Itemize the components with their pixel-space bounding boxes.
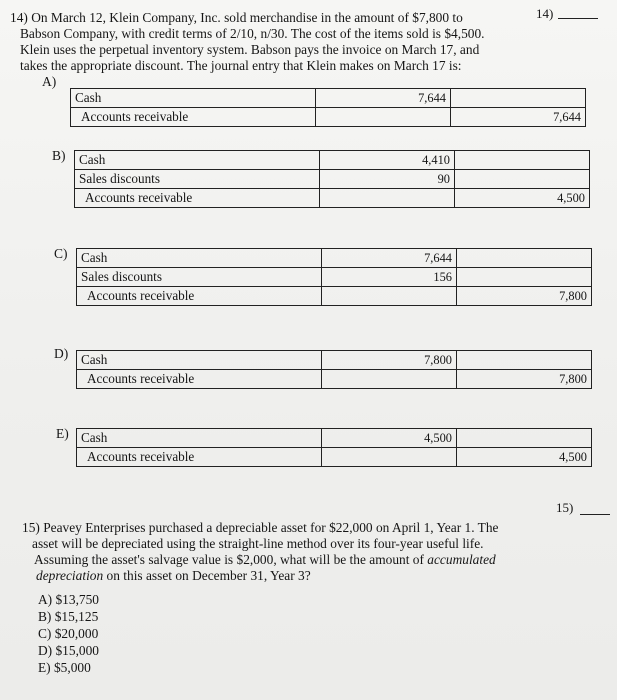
account-cell: Cash [71,89,316,108]
account-cell: Sales discounts [75,170,320,189]
credit-cell [451,89,586,108]
debit-cell: 90 [320,170,455,189]
debit-cell [322,287,457,306]
option-d-journal-table [76,350,592,389]
q15-line-2: asset will be depreciated using the straight-line method over its four-year useful life. [32,536,484,551]
account-cell: Sales discounts [77,268,322,287]
debit-cell [322,370,457,389]
debit-cell [320,189,455,208]
credit-cell: 4,500 [455,189,590,208]
credit-cell [455,151,590,170]
q15-line-3-text: Assuming the asset's salvage value is $2,000, what will be the amount of [34,552,424,567]
table-row [71,108,586,127]
q15-line-4 [36,568,311,584]
credit-cell [457,249,592,268]
q15-answer-c: C) $20,000 [38,626,99,641]
debit-cell: 156 [322,268,457,287]
table-row [77,351,592,370]
account-cell: Accounts receivable [77,370,322,389]
q15-number-label: 15) [556,500,574,515]
option-a-letter: A) [42,74,57,89]
account-cell: Accounts receivable [71,108,316,127]
table-row [77,448,592,467]
account-cell: Accounts receivable [75,189,320,208]
table-row [77,370,592,389]
q15-answer-a: A) $13,750 [38,592,99,607]
q15-answer-e: E) $5,000 [38,660,91,675]
credit-cell [457,429,592,448]
q15-answer-d: D) $15,000 [38,643,99,658]
q15-italic-accumulated: accumulated [427,552,496,567]
debit-cell: 7,800 [322,351,457,370]
credit-cell: 7,644 [451,108,586,127]
option-e-journal-table [76,428,592,467]
table-row [77,287,592,306]
debit-cell [322,448,457,467]
option-c-journal-table [76,248,592,306]
q15-line-1: 15) Peavey Enterprises purchased a depreciable asset for $22,000 on April 1, Year 1. The [22,520,499,535]
debit-cell: 7,644 [322,249,457,268]
credit-cell: 7,800 [457,370,592,389]
q14-line-4: takes the appropriate discount. The journal entry that Klein makes on March 17 is: [20,58,462,73]
debit-cell: 4,410 [320,151,455,170]
option-b-letter: B) [52,148,66,163]
credit-cell: 4,500 [457,448,592,467]
q15-answer-blank[interactable] [580,514,610,515]
option-b-journal-table [74,150,590,208]
q14-number-label: 14) [536,6,554,21]
account-cell: Accounts receivable [77,287,322,306]
table-row [75,151,590,170]
table-row [75,189,590,208]
credit-cell [455,170,590,189]
q15-line-3 [34,552,496,568]
q15-answer-b: B) $15,125 [38,609,99,624]
table-row [77,429,592,448]
option-c-letter: C) [54,246,68,261]
q14-answer-blank[interactable] [558,18,598,19]
account-cell: Accounts receivable [77,448,322,467]
option-e-letter: E) [56,426,69,441]
q14-line-3: Klein uses the perpetual inventory system. Babson pays the invoice on March 17, and [20,42,480,57]
account-cell: Cash [77,429,322,448]
credit-cell: 7,800 [457,287,592,306]
account-cell: Cash [77,351,322,370]
debit-cell [316,108,451,127]
option-a-journal-table [70,88,586,127]
debit-cell: 7,644 [316,89,451,108]
debit-cell: 4,500 [322,429,457,448]
table-row [77,249,592,268]
account-cell: Cash [75,151,320,170]
table-row [71,89,586,108]
q14-line-1: 14) On March 12, Klein Company, Inc. sold merchandise in the amount of $7,800 to [10,10,463,25]
q15-italic-depreciation: depreciation [36,568,104,583]
credit-cell [457,268,592,287]
credit-cell [457,351,592,370]
q14-line-2: Babson Company, with credit terms of 2/10, n/30. The cost of the items sold is $4,500. [20,26,485,41]
account-cell: Cash [77,249,322,268]
table-row [77,268,592,287]
table-row [75,170,590,189]
option-d-letter: D) [54,346,69,361]
q15-line-4-rest: on this asset on December 31, Year 3? [103,568,311,583]
